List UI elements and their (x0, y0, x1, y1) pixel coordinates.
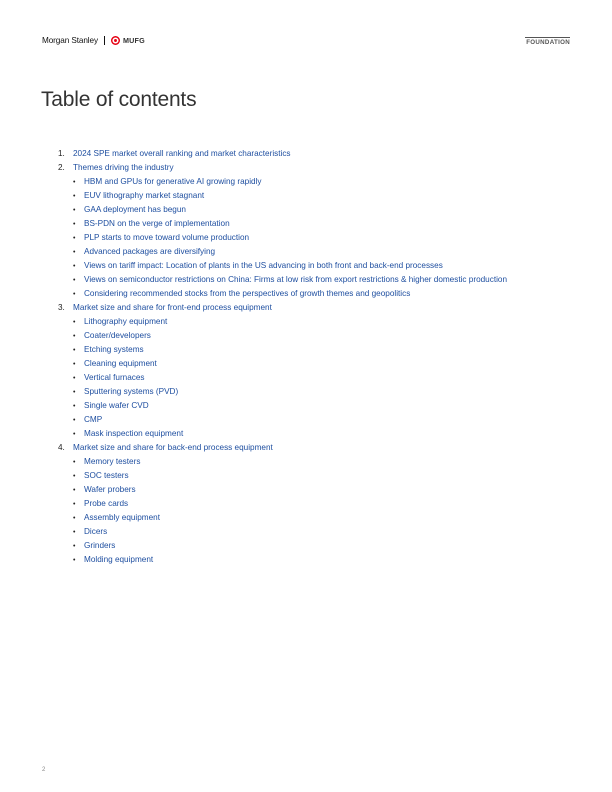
toc-subitem-link[interactable]: Sputtering systems (PVD) (84, 387, 179, 396)
bullet-icon: • (73, 473, 76, 480)
toc-section (58, 147, 582, 161)
bullet-icon: • (73, 459, 76, 466)
toc-subitem (58, 469, 582, 483)
page-title: Table of contents (41, 88, 197, 111)
toc-subitem (58, 427, 582, 441)
bullet-icon: • (73, 389, 76, 396)
toc-subitem (58, 287, 582, 301)
toc-subitem-link[interactable]: GAA deployment has begun (84, 205, 186, 214)
toc-section (58, 161, 582, 175)
morgan-stanley-logo: Morgan Stanley (42, 36, 98, 45)
toc-subitem (58, 539, 582, 553)
toc-subitem (58, 385, 582, 399)
toc-subitem-link[interactable]: Views on semiconductor restrictions on China: Firms at low risk from export restrictions & higher domestic production (84, 275, 508, 284)
toc-section-number: 3. (58, 303, 65, 312)
foundation-rule (525, 37, 570, 38)
toc-subitem (58, 329, 582, 343)
toc-subitem (58, 357, 582, 371)
toc-subitem (58, 245, 582, 259)
toc-subitem (58, 231, 582, 245)
bullet-icon: • (73, 193, 76, 200)
toc-subitem-link[interactable]: Single wafer CVD (84, 401, 149, 410)
toc-subitem-link[interactable]: EUV lithography market stagnant (84, 191, 205, 200)
toc-subitem (58, 273, 582, 287)
toc-subitem (58, 203, 582, 217)
mufg-logo-text: MUFG (122, 36, 145, 45)
toc-subitem (58, 483, 582, 497)
bullet-icon: • (73, 347, 76, 354)
bullet-icon: • (73, 249, 76, 256)
toc-subitem (58, 525, 582, 539)
toc-subitem-link[interactable]: Vertical furnaces (84, 373, 145, 382)
bullet-icon: • (73, 417, 76, 424)
bullet-icon: • (73, 501, 76, 508)
toc-section-link[interactable]: 2024 SPE market overall ranking and market characteristics (73, 149, 291, 158)
toc-subitem-link[interactable]: PLP starts to move toward volume production (84, 233, 250, 242)
toc-subitem-link[interactable]: SOC testers (84, 471, 129, 480)
toc-subitem (58, 189, 582, 203)
toc-subitem (58, 175, 582, 189)
toc-subitem (58, 343, 582, 357)
bullet-icon: • (73, 179, 76, 186)
toc-subitem (58, 371, 582, 385)
toc-subitem-link[interactable]: Advanced packages are diversifying (84, 247, 216, 256)
bullet-icon: • (73, 333, 76, 340)
bullet-icon: • (73, 221, 76, 228)
toc-subitem (58, 553, 582, 567)
toc-subitem-link[interactable]: HBM and GPUs for generative AI growing rapidly (84, 177, 262, 186)
toc-subitem-link[interactable]: Memory testers (84, 457, 141, 466)
bullet-icon: • (73, 291, 76, 298)
bullet-icon: • (73, 557, 76, 564)
bullet-icon: • (73, 431, 76, 438)
toc-subitem-link[interactable]: Dicers (84, 527, 108, 536)
toc-subitem (58, 217, 582, 231)
toc-subitem-link[interactable]: Mask inspection equipment (84, 429, 184, 438)
bullet-icon: • (73, 361, 76, 368)
bullet-icon: • (73, 235, 76, 242)
toc-subitem (58, 315, 582, 329)
toc-subitem-link[interactable]: CMP (84, 415, 103, 424)
bullet-icon: • (73, 207, 76, 214)
toc-subitem (58, 399, 582, 413)
bullet-icon: • (73, 487, 76, 494)
toc-section-number: 2. (58, 163, 65, 172)
toc-subitem-link[interactable]: Wafer probers (84, 485, 136, 494)
bullet-icon: • (73, 543, 76, 550)
toc-subitem (58, 413, 582, 427)
toc-subitem-link[interactable]: Assembly equipment (84, 513, 160, 522)
toc-section (58, 301, 582, 315)
page-header (42, 36, 570, 50)
toc-section-link[interactable]: Themes driving the industry (73, 163, 174, 172)
toc-subitem (58, 455, 582, 469)
bullet-icon: • (73, 515, 76, 522)
toc-subitem (58, 497, 582, 511)
toc-section-link[interactable]: Market size and share for front-end process equipment (73, 303, 272, 312)
brand-lockup (42, 36, 145, 45)
toc-section-number: 4. (58, 443, 65, 452)
bullet-icon: • (73, 375, 76, 382)
bullet-icon: • (73, 319, 76, 326)
bullet-icon: • (73, 277, 76, 284)
bullet-icon: • (73, 529, 76, 536)
toc-subitem (58, 259, 582, 273)
toc-subitem-link[interactable]: BS-PDN on the verge of implementation (84, 219, 230, 228)
toc-section (58, 441, 582, 455)
toc-subitem-link[interactable]: Cleaning equipment (84, 359, 157, 368)
series-label: FOUNDATION (526, 39, 570, 46)
toc-section-number: 1. (58, 149, 65, 158)
toc-subitem-link[interactable]: Grinders (84, 541, 116, 550)
bullet-icon: • (73, 403, 76, 410)
toc-subitem-link[interactable]: Molding equipment (84, 555, 154, 564)
brand-divider (104, 36, 105, 45)
toc-subitem-link[interactable]: Etching systems (84, 345, 144, 354)
toc-subitem-link[interactable]: Views on tariff impact: Location of plants in the US advancing in both front and back-end processes (84, 261, 443, 270)
table-of-contents (58, 147, 582, 567)
mufg-logo-icon (111, 36, 120, 45)
toc-section-link[interactable]: Market size and share for back-end process equipment (73, 443, 273, 452)
toc-subitem-link[interactable]: Considering recommended stocks from the perspectives of growth themes and geopolitics (84, 289, 411, 298)
toc-subitem (58, 511, 582, 525)
toc-subitem-link[interactable]: Lithography equipment (84, 317, 168, 326)
bullet-icon: • (73, 263, 76, 270)
toc-subitem-link[interactable]: Probe cards (84, 499, 129, 508)
toc-subitem-link[interactable]: Coater/developers (84, 331, 151, 340)
page-number: 2 (42, 767, 46, 773)
